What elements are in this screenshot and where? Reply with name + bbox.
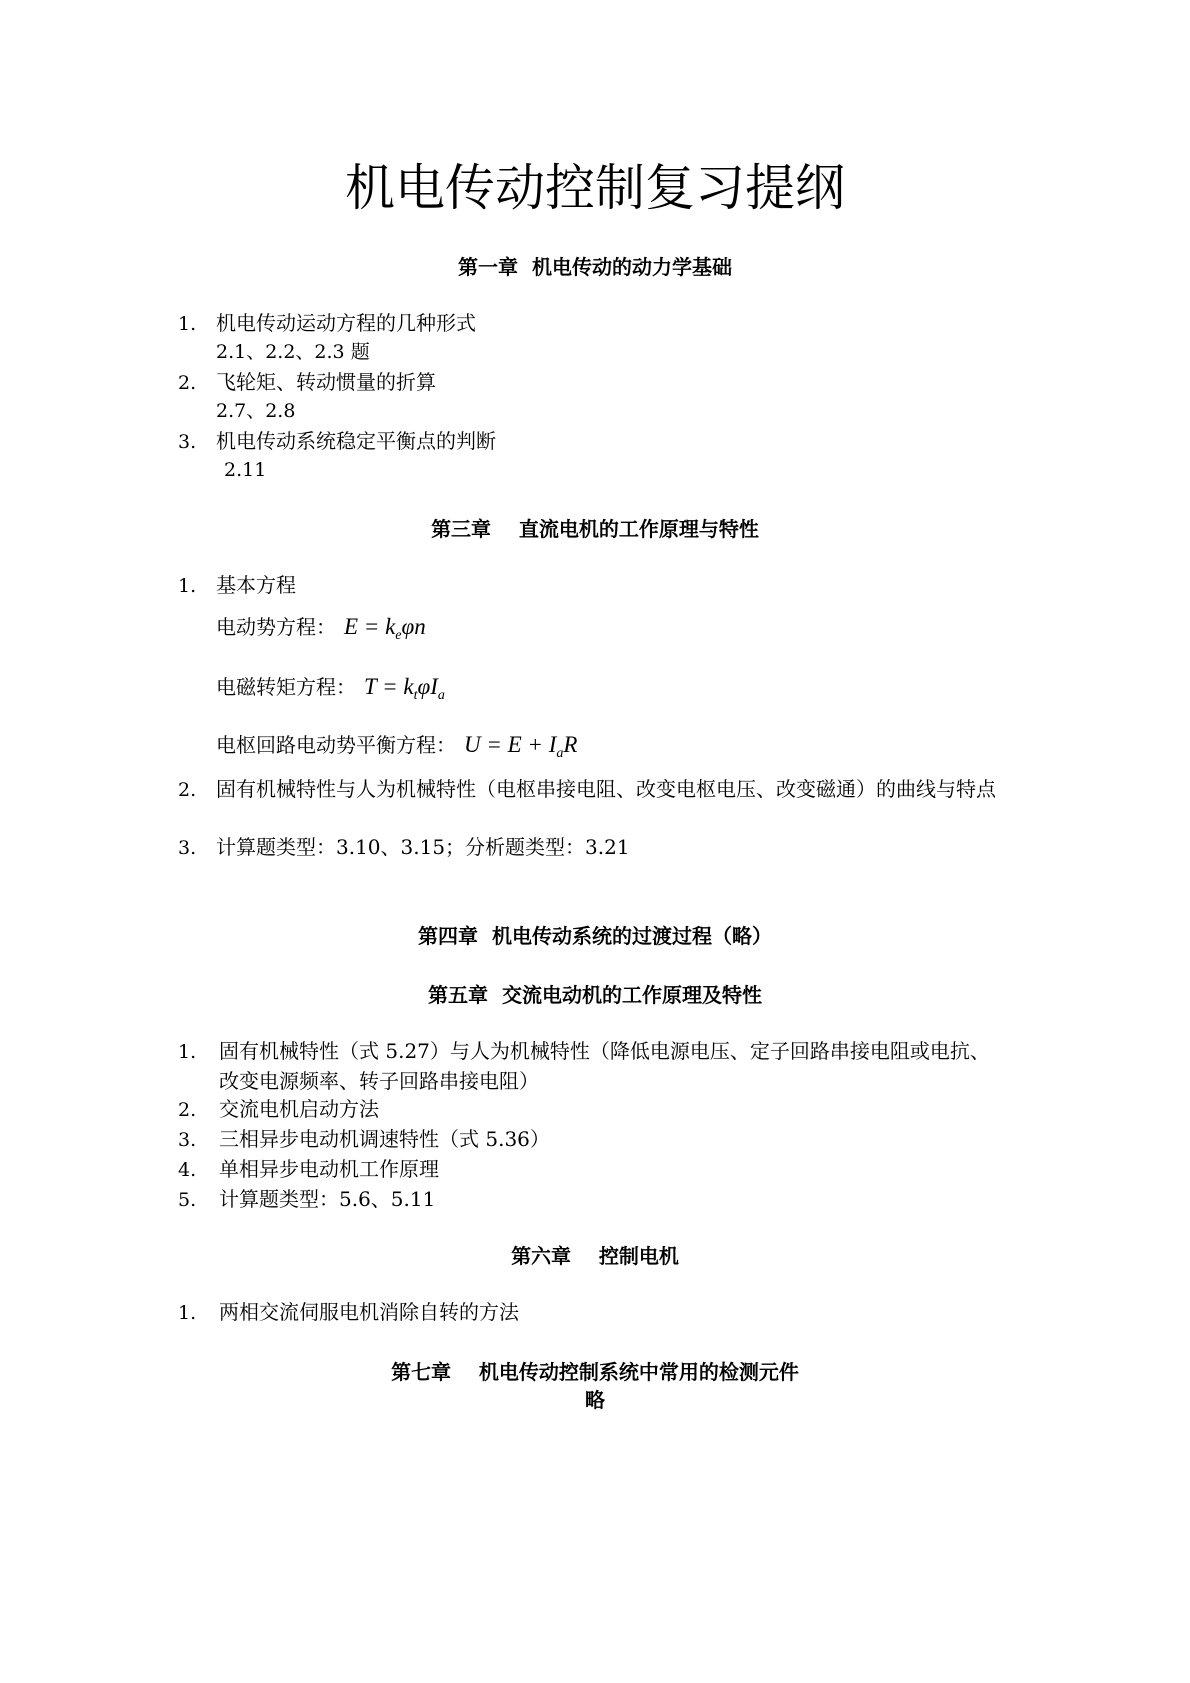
- list-item-continuation: 改变电源频率、转子回路串接电阻）: [219, 1069, 539, 1093]
- equation-formula: $U = E + I_aR$: [464, 732, 578, 761]
- chapter-7-note: 略: [585, 1388, 605, 1412]
- list-item: 机电传动系统稳定平衡点的判断: [216, 429, 496, 453]
- document-title: 机电传动控制复习提纲: [345, 159, 845, 217]
- list-number: 2.: [178, 372, 197, 394]
- list-item: 基本方程: [216, 573, 296, 597]
- list-number: 3.: [178, 837, 197, 859]
- list-item: 单相异步电动机工作原理: [219, 1157, 439, 1181]
- list-number: 3.: [178, 431, 197, 453]
- chapter-5-heading: 第五章 交流电动机的工作原理及特性: [428, 983, 762, 1007]
- list-number: 1.: [178, 1302, 197, 1324]
- list-item: 固有机械特性与人为机械特性（电枢串接电阻、改变电枢电压、改变磁通）的曲线与特点: [216, 777, 996, 801]
- chapter-6-heading: 第六章 控制电机: [511, 1244, 679, 1268]
- list-number: 2.: [178, 779, 197, 801]
- equation-formula: $E = k_e\varphi n$: [344, 614, 426, 643]
- list-number: 2.: [178, 1099, 197, 1121]
- list-item: 计算题类型：5.6、5.11: [219, 1187, 436, 1211]
- list-subitem: 2.7、2.8: [216, 400, 296, 422]
- list-item: 固有机械特性（式 5.27）与人为机械特性（降低电源电压、定子回路串接电阻或电抗、: [219, 1039, 990, 1063]
- emf-equation: [216, 612, 426, 651]
- list-number: 1.: [178, 1041, 197, 1063]
- list-number: 4.: [178, 1159, 197, 1181]
- list-subitem: 2.11: [224, 459, 267, 481]
- equation-label: 电动势方程：: [216, 615, 336, 639]
- list-item: 两相交流伺服电机消除自转的方法: [219, 1300, 519, 1324]
- list-number: 5.: [178, 1189, 197, 1211]
- chapter-1-heading: 第一章 机电传动的动力学基础: [458, 255, 732, 279]
- equation-label: 电磁转矩方程：: [216, 675, 356, 699]
- armature-equation: [216, 730, 577, 769]
- list-item: 飞轮矩、转动惯量的折算: [216, 370, 436, 394]
- equation-label: 电枢回路电动势平衡方程：: [216, 733, 456, 757]
- list-subitem: 2.1、2.2、2.3 题: [216, 341, 370, 363]
- list-item: 计算题类型：3.10、3.15；分析题类型：3.21: [216, 835, 630, 859]
- list-item: 交流电机启动方法: [219, 1097, 379, 1121]
- torque-equation: [216, 672, 445, 711]
- chapter-3-heading: 第三章 直流电机的工作原理与特性: [431, 517, 759, 541]
- list-number: 1.: [178, 313, 197, 335]
- chapter-4-heading: 第四章 机电传动系统的过渡过程（略）: [418, 924, 772, 948]
- list-item: 三相异步电动机调速特性（式 5.36）: [219, 1127, 550, 1151]
- equation-formula: $T = k_t\varphi I_a$: [364, 674, 445, 703]
- list-item: 机电传动运动方程的几种形式: [216, 311, 476, 335]
- list-number: 3.: [178, 1129, 197, 1151]
- list-number: 1.: [178, 575, 197, 597]
- chapter-7-heading: 第七章 机电传动控制系统中常用的检测元件: [391, 1360, 799, 1384]
